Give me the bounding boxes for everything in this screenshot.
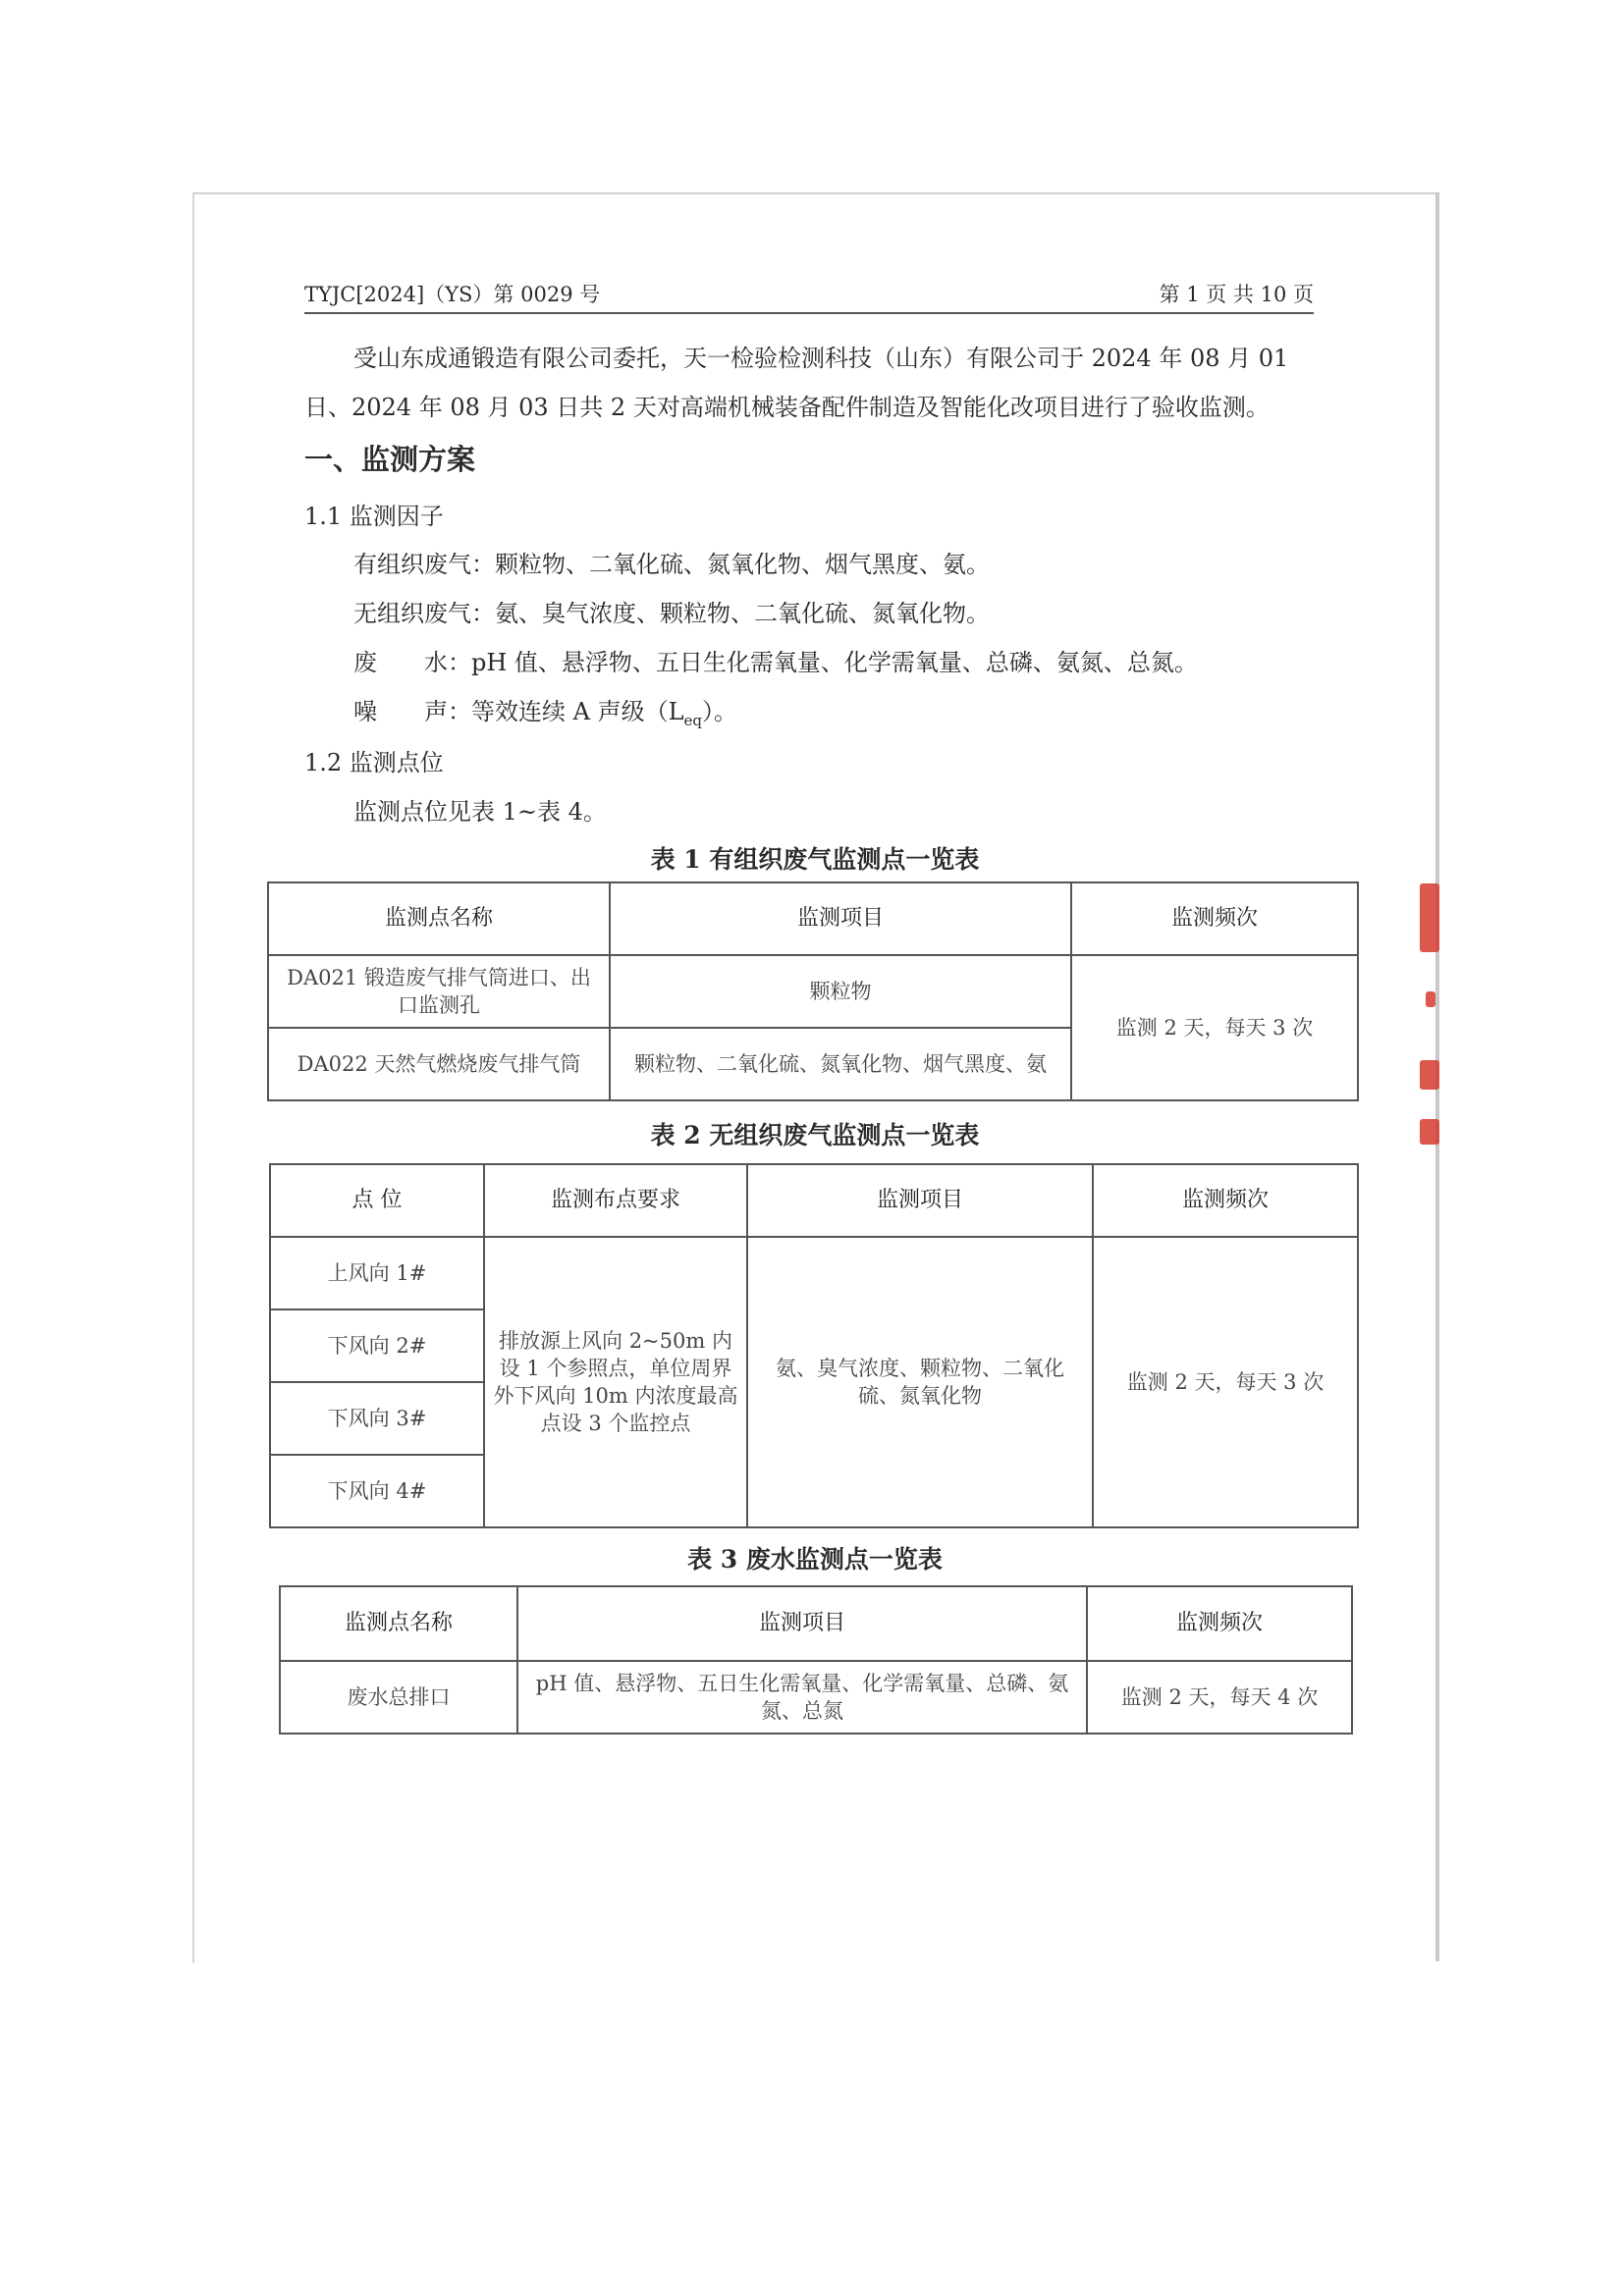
table1 [267, 881, 1359, 1101]
table-cell: 监测 2 天，每天 3 次 [1093, 1237, 1358, 1527]
table-header: 监测点名称 [280, 1586, 517, 1661]
factor-label: 无组织废气： [353, 600, 495, 627]
table-header: 点 位 [270, 1164, 484, 1237]
table-cell: 颗粒物、二氧化硫、氮氧化物、烟气黑度、氨 [610, 1028, 1071, 1100]
table-cell: 废水总排口 [280, 1661, 517, 1734]
section-title: 一、监测方案 [304, 443, 476, 476]
table-cell: 上风向 1# [270, 1237, 484, 1309]
page-number: 第 1 页 共 10 页 [1159, 283, 1314, 306]
factor-label: 废 水： [353, 649, 471, 676]
table-row [270, 1237, 1358, 1309]
table-cell: 氨、臭气浓度、颗粒物、二氧化硫、氮氧化物 [747, 1237, 1093, 1527]
table-header: 监测布点要求 [484, 1164, 747, 1237]
table-cell: 颗粒物 [610, 955, 1071, 1028]
table-header: 监测项目 [747, 1164, 1093, 1237]
factor-wastewater [353, 643, 1198, 677]
table-header: 监测项目 [517, 1586, 1087, 1661]
subsection-title-points: 1.2 监测点位 [304, 749, 444, 776]
seal-stamp [1420, 883, 1441, 1148]
page-header [304, 279, 1314, 314]
table-cell: 下风向 3# [270, 1382, 484, 1455]
factor-text: 颗粒物、二氧化硫、氮氧化物、烟气黑度、氨。 [495, 551, 990, 578]
table2 [269, 1163, 1359, 1528]
table-header: 监测项目 [610, 882, 1071, 955]
table2-caption: 表 2 无组织废气监测点一览表 [650, 1121, 980, 1149]
table-cell: DA021 锻造废气排气筒进口、出口监测孔 [268, 955, 610, 1028]
table-header: 监测频次 [1087, 1586, 1352, 1661]
intro-paragraph: 受山东成通锻造有限公司委托，天一检验检测科技（山东）有限公司于 2024 年 08 月 01 日、2024 年 08 月 03 日共 2 天对高端机械装备配件制造及智能化改项目进行了验收监测。 [304, 345, 1289, 421]
table-cell: 下风向 4# [270, 1455, 484, 1527]
factor-noise [353, 692, 737, 729]
table-row [280, 1661, 1352, 1734]
factor-label: 有组织废气： [353, 551, 495, 578]
factor-text: 氨、臭气浓度、颗粒物、二氧化硫、氮氧化物。 [495, 600, 990, 627]
table3-caption: 表 3 废水监测点一览表 [687, 1545, 943, 1574]
table-cell: pH 值、悬浮物、五日生化需氧量、化学需氧量、总磷、氨氮、总氮 [517, 1661, 1087, 1734]
factor-fugitive-gas [353, 594, 990, 628]
table-cell: 下风向 2# [270, 1309, 484, 1382]
table-header: 监测频次 [1093, 1164, 1358, 1237]
table-header-row [280, 1586, 1352, 1661]
table1-caption: 表 1 有组织废气监测点一览表 [650, 845, 980, 874]
table3 [279, 1585, 1353, 1735]
points-reference: 监测点位见表 1~表 4。 [353, 798, 607, 826]
table-header-row [270, 1164, 1358, 1237]
subsection-title-factors: 1.1 监测因子 [304, 503, 444, 530]
table-row [268, 955, 1358, 1028]
table-cell: 排放源上风向 2~50m 内设 1 个参照点，单位周界外下风向 10m 内浓度最高点设 3 个监控点 [484, 1237, 747, 1527]
document-number: TYJC[2024]（YS）第 0029 号 [304, 283, 601, 306]
table-header: 监测点名称 [268, 882, 610, 955]
table-cell: DA022 天然气燃烧废气排气筒 [268, 1028, 610, 1100]
table-header-row [268, 882, 1358, 955]
table-cell: 监测 2 天，每天 3 次 [1071, 955, 1358, 1100]
table-header: 监测频次 [1071, 882, 1358, 955]
factor-text: 等效连续 A 声级$(L_{eq})$。 [471, 698, 738, 729]
factor-organized-gas [353, 545, 990, 579]
factor-text: pH 值、悬浮物、五日生化需氧量、化学需氧量、总磷、氨氮、总氮。 [471, 649, 1198, 676]
factor-label: 噪 声： [353, 698, 471, 725]
table-cell: 监测 2 天，每天 4 次 [1087, 1661, 1352, 1734]
